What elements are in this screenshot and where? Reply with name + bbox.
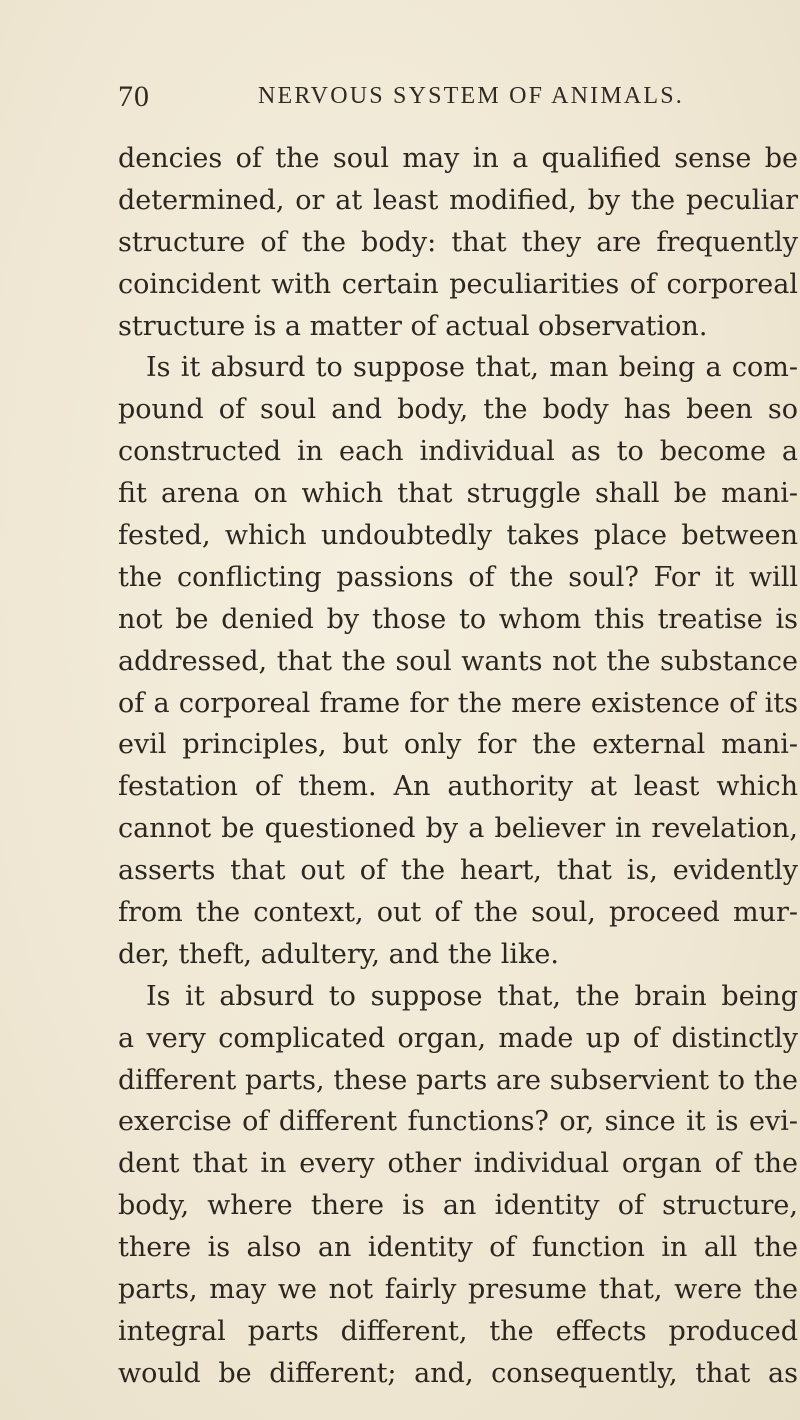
text-line: structure is a matter of actual observation. [118,310,708,342]
text-line: coincident with certain peculiarities of corporeal [118,268,798,300]
text-line: parts, may we not fairly presume that, were the [118,1274,798,1306]
text-line: structure of the body: that they are frequently [118,226,798,258]
text-line: body, where there is an identity of structure, [118,1190,798,1222]
body-text [118,138,798,1395]
text-line: from the context, out of the soul, proceed mur- [118,897,798,929]
text-line: addressed, that the soul wants not the substance [118,645,798,677]
text-line: the conflicting passions of the soul? For it will [118,561,798,593]
text-line: cannot be questioned by a believer in revelation, [118,813,798,845]
page-number: 70 [118,80,150,113]
text-line: fit arena on which that struggle shall be mani- [118,478,798,510]
text-line: of a corporeal frame for the mere existence of its [118,687,798,719]
text-line: asserts that out of the heart, that is, evidently [118,855,798,887]
text-line: not be denied by those to whom this treatise is [118,603,798,635]
text-line: exercise of different functions? or, since it is evi- [118,1106,798,1138]
text-line: would be different; and, consequently, that as [118,1357,798,1389]
running-head [118,80,778,120]
text-line: dencies of the soul may in a qualified sense be [118,143,798,174]
text-line: festation of them. An authority at least which [118,771,798,803]
text-line: der, theft, adultery, and the like. [118,938,559,970]
text-line: different parts, these parts are subservient to the [118,1064,798,1096]
text-line: integral parts different, the effects produced [118,1315,798,1347]
text-line: a very complicated organ, made up of distinctly [118,1022,798,1054]
text-line: Is it absurd to suppose that, man being a com- [146,352,798,384]
text-line: fested, which undoubtedly takes place between [118,520,798,552]
text-line: Is it absurd to suppose that, the brain being [146,980,798,1012]
text-line: pound of soul and body, the body has been so [118,394,798,426]
text-line: constructed in each individual as to become a [118,436,798,468]
text-line: evil principles, but only for the external mani- [118,729,798,761]
text-line: dent that in every other individual organ of the [118,1148,798,1180]
text-line: there is also an identity of function in all the [118,1232,798,1264]
running-title: NERVOUS SYSTEM OF ANIMALS. [258,83,685,109]
text-line: determined, or at least modified, by the peculiar [118,184,798,216]
